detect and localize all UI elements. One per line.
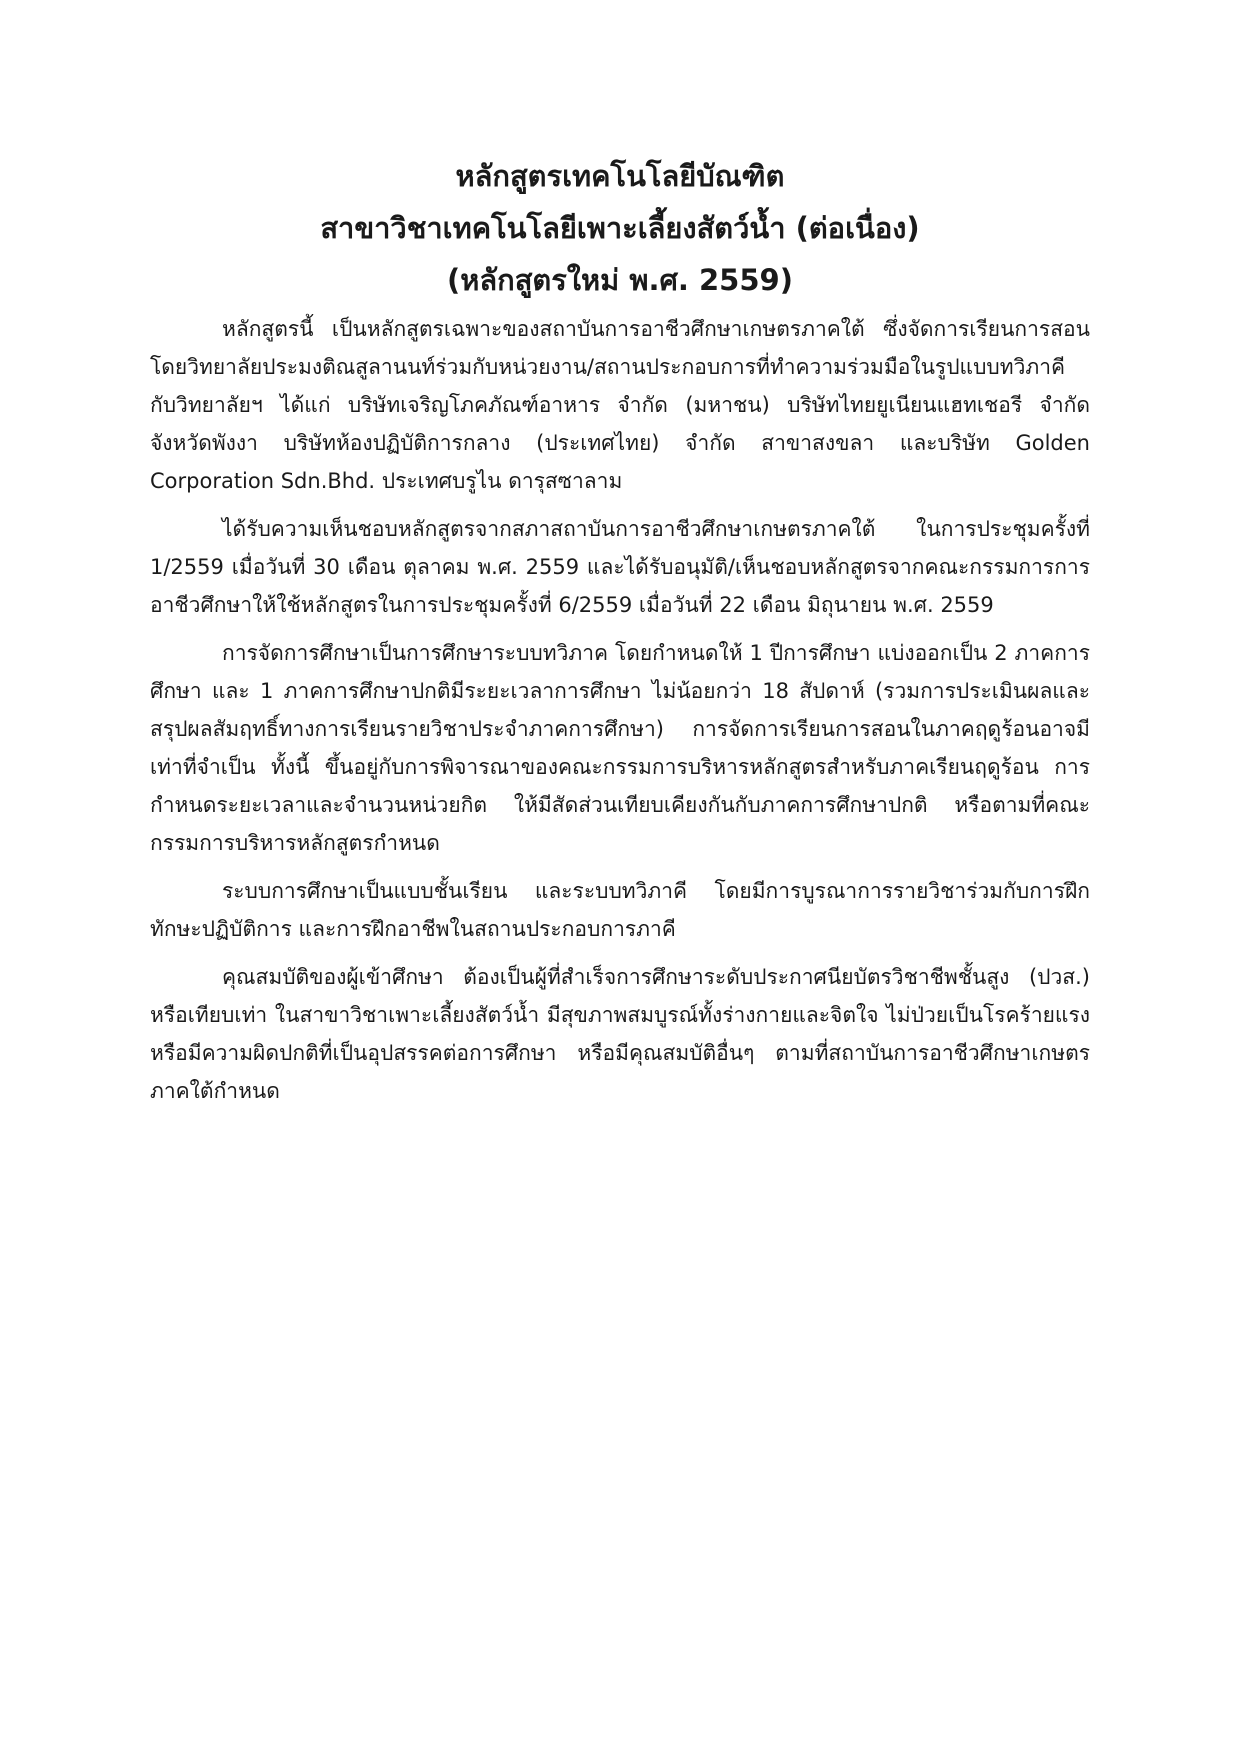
paragraph-semester-system: การจัดการศึกษาเป็นการศึกษาระบบทวิภาค โดยกำหนดให้ 1 ปีการศึกษา แบ่งออกเป็น 2 ภาคการศึกษา และ 1 ภาคการศึกษาปกติมีระยะเวลาการศึกษา ไม่น้อยกว่า 18 สัปดาห์ (รวมการประเมินผลและสรุปผลสัมฤทธิ์ทางการเรียนรายวิชาประจำภาคการศึกษา) การจัดการเรียนการสอนในภาคฤดูร้อนอาจมีเท่าที่จำเป็น ทั้งนี้ ขึ้นอยู่กับการพิจารณาของคณะกรรมการบริหารหลักสูตรสำหรับภาคเรียนฤดูร้อน การกำหนดระยะเวลาและจำนวนหน่วยกิต ให้มีสัดส่วนเทียบเคียงกันกับภาคการศึกษาปกติ หรือตามที่คณะกรรมการบริหารหลักสูตรกำหนด — [150, 641, 1090, 855]
title-line-year: (หลักสูตรใหม่ พ.ศ. 2559) — [447, 263, 793, 297]
paragraph-admission-qualifications: คุณสมบัติของผู้เข้าศึกษา ต้องเป็นผู้ที่สำเร็จการศึกษาระดับประกาศนียบัตรวิชาชีพชั้นสูง (ปวส.) หรือเทียบเท่า ในสาขาวิชาเพาะเลี้ยงสัตว์น้ำ มีสุขภาพสมบูรณ์ทั้งร่างกายและจิตใจ ไม่ป่วยเป็นโรคร้ายแรง หรือมีความผิดปกติที่เป็นอุปสรรคต่อการศึกษา หรือมีคุณสมบัติอื่นๆ ตามที่สถาบันการอาชีวศึกษาเกษตรภาคใต้กำหนด — [150, 965, 1090, 1103]
paragraph-approval: ได้รับความเห็นชอบหลักสูตรจากสภาสถาบันการอาชีวศึกษาเกษตรภาคใต้ ในการประชุมครั้งที่ 1/2559 เมื่อวันที่ 30 เดือน ตุลาคม พ.ศ. 2559 และได้รับอนุมัติ/เห็นชอบหลักสูตรจากคณะกรรมการการอาชีวศึกษาให้ใช้หลักสูตรในการประชุมครั้งที่ 6/2559 เมื่อวันที่ 22 เดือน มิถุนายน พ.ศ. 2559 — [150, 517, 1090, 617]
paragraph-study-system: ระบบการศึกษาเป็นแบบชั้นเรียน และระบบทวิภาคี โดยมีการบูรณาการรายวิชาร่วมกับการฝึกทักษะปฏิบัติการ และการฝึกอาชีพในสถานประกอบการภาคี — [150, 879, 1090, 941]
title-line-program: หลักสูตรเทคโนโลยีบัณฑิต — [455, 159, 785, 193]
document-title — [150, 150, 1090, 306]
document-body — [150, 310, 1090, 1110]
paragraph-program-overview: หลักสูตรนี้ เป็นหลักสูตรเฉพาะของสถาบันการอาชีวศึกษาเกษตรภาคใต้ ซึ่งจัดการเรียนการสอนโดยวิทยาลัยประมงติณสูลานนท์ร่วมกับหน่วยงาน/สถานประกอบการที่ทำความร่วมมือในรูปแบบทวิภาคีกับวิทยาลัยฯ ได้แก่ บริษัทเจริญโภคภัณฑ์อาหาร จำกัด (มหาชน) บริษัทไทยยูเนียนแฮทเชอรี จำกัด จังหวัดพังงา บริษัทห้องปฏิบัติการกลาง (ประเทศไทย) จำกัด สาขาสงขลา และบริษัท Golden Corporation Sdn.Bhd. ประเทศบรูไน ดารุสซาลาม — [150, 317, 1090, 493]
document-page — [150, 150, 1090, 1120]
title-line-major: สาขาวิชาเทคโนโลยีเพาะเลี้ยงสัตว์น้ำ (ต่อเนื่อง) — [320, 211, 920, 245]
